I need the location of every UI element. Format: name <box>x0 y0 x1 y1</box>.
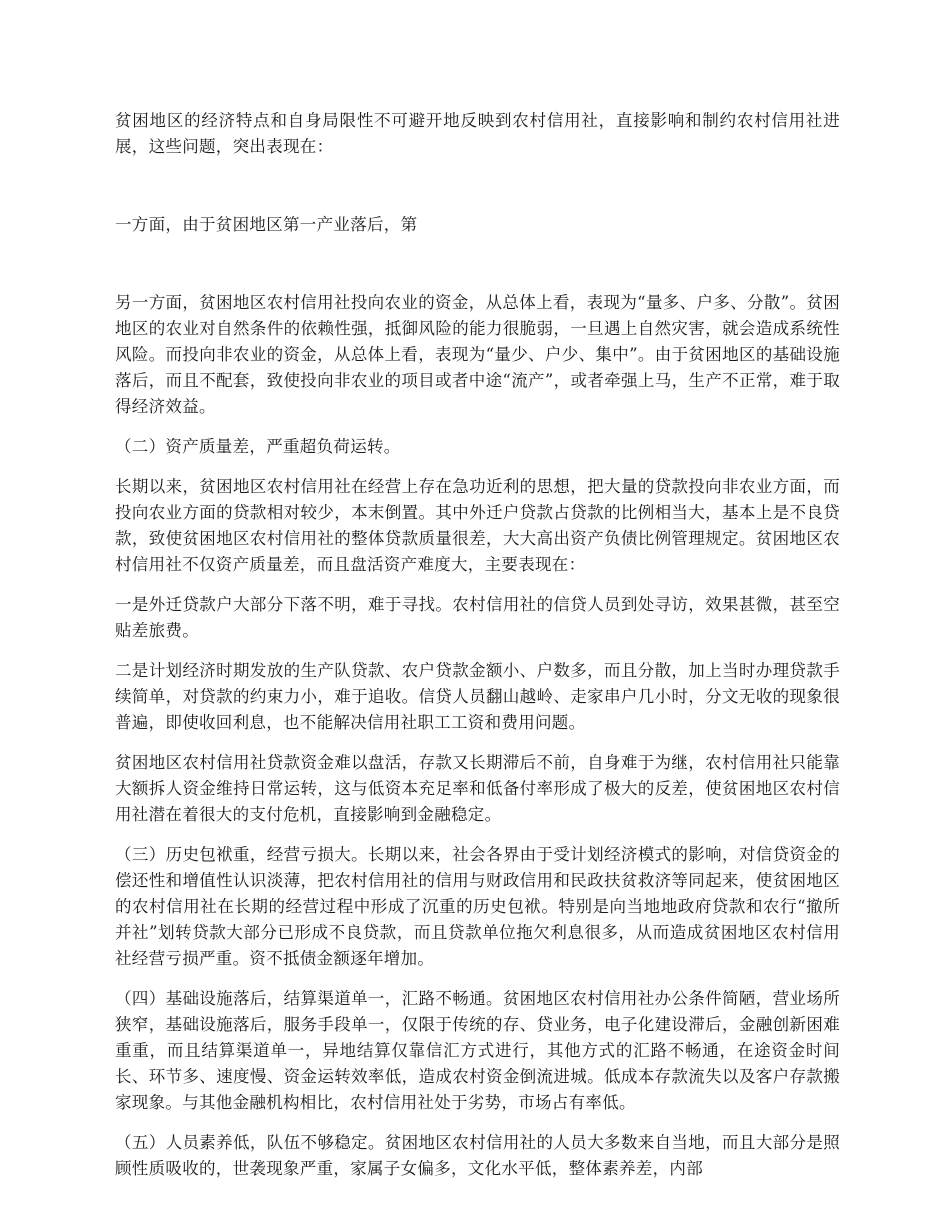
paragraph-intro: 贫困地区的经济特点和自身局限性不可避开地反映到农村信用社，直接影响和制约农村信用社进展，这些问题，突出表现在： <box>115 111 840 156</box>
section-personnel: （五）人员素养低，队伍不够稳定。贫困地区农村信用社的人员大多数来自当地，而且大部分是照顾性质吸收的，世袭现象严重，家属子女偏多，文化水平低，整体素养差，内部 <box>115 1133 840 1178</box>
section-historical-burden: （三）历史包袱重，经营亏损大。长期以来，社会各界由于受计划经济模式的影响，对信贷资金的偿还性和增值性认识淡薄，把农村信用社的信用与财政信用和民政扶贫救济等同起来，使贫困地区的农村信用社在长期的经营过程中形成了沉重的历史包袱。特别是向当地地政府贷款和农行“撤所并社”划转贷款大部分已形成不良贷款，而且贷款单位拖欠利息很多，从而造成贫困地区农村信用社经营亏损严重。资不抵债金额逐年增加。 <box>115 845 840 968</box>
section-infrastructure: （四）基础设施落后，结算渠道单一，汇路不畅通。贫困地区农村信用社办公条件简陋，营业场所狭窄，基础设施落后，服务手段单一，仅限于传统的存、贷业务，电子化建设滞后，金融创新困难重重，而且结算渠道单一，异地结算仅靠信汇方式进行，其他方式的汇路不畅通，在途资金时间长、环节多、速度慢、资金运转效率低，造成农村资金倒流进城。低成本存款流失以及客户存款搬家现象。与其他金融机构相比，农村信用社处于劣势，市场占有率低。 <box>115 989 840 1112</box>
paragraph-point-two: 二是计划经济时期发放的生产队贷款、农户贷款金额小、户数多，而且分散，加上当时办理贷款手续简单，对贷款的约束力小，难于追收。信贷人员翻山越岭、走家串户几小时，分文无收的现象很普遍，即使收回利息，也不能解决信用社职工工资和费用问题。 <box>115 661 840 732</box>
paragraph-first-aspect: 一方面，由于贫困地区第一产业落后，第 <box>115 215 418 234</box>
paragraph-asset-quality: 长期以来，贫困地区农村信用社在经营上存在急功近利的思想，把大量的贷款投向非农业方面，而投向农业方面的贷款相对较少，本末倒置。其中外迁户贷款占贷款的比例相当大，基本上是不良贷款，致使贫困地区农村信用社的整体贷款质量很差，大大高出资产负债比例管理规定。贫困地区农村信用社不仅资产质量差，而且盘活资产难度大，主要表现在： <box>115 477 840 574</box>
paragraph-point-one: 一是外迁贷款户大部分下落不明，难于寻找。农村信用社的信贷人员到处寻访，效果甚微，甚至空贴差旅费。 <box>115 595 840 640</box>
paragraph-second-aspect: 另一方面，贫困地区农村信用社投向农业的资金，从总体上看，表现为“量多、户多、分散”。贫困地区的农业对自然条件的依赖性强，抵御风险的能力很脆弱，一旦遇上自然灾害，就会造成系统性风险。而投向非农业的资金，从总体上看，表现为“量少、户少、集中”。由于贫困地区的基础设施落后，而且不配套，致使投向非农业的项目或者中途“流产”，或者牵强上马，生产不正常，难于取得经济效益。 <box>115 293 840 416</box>
paragraph-liquidity: 贫困地区农村信用社贷款资金难以盘活，存款又长期滞后不前，自身难于为继，农村信用社只能靠大额拆人资金维持日常运转，这与低资本充足率和低备付率形成了极大的反差，使贫困地区农村信用社潜在着很大的支付危机，直接影响到金融稳定。 <box>115 753 840 824</box>
document-body <box>115 108 840 1196</box>
section-heading-asset-quality: （二）资产质量差，严重超负荷运转。 <box>115 437 401 456</box>
